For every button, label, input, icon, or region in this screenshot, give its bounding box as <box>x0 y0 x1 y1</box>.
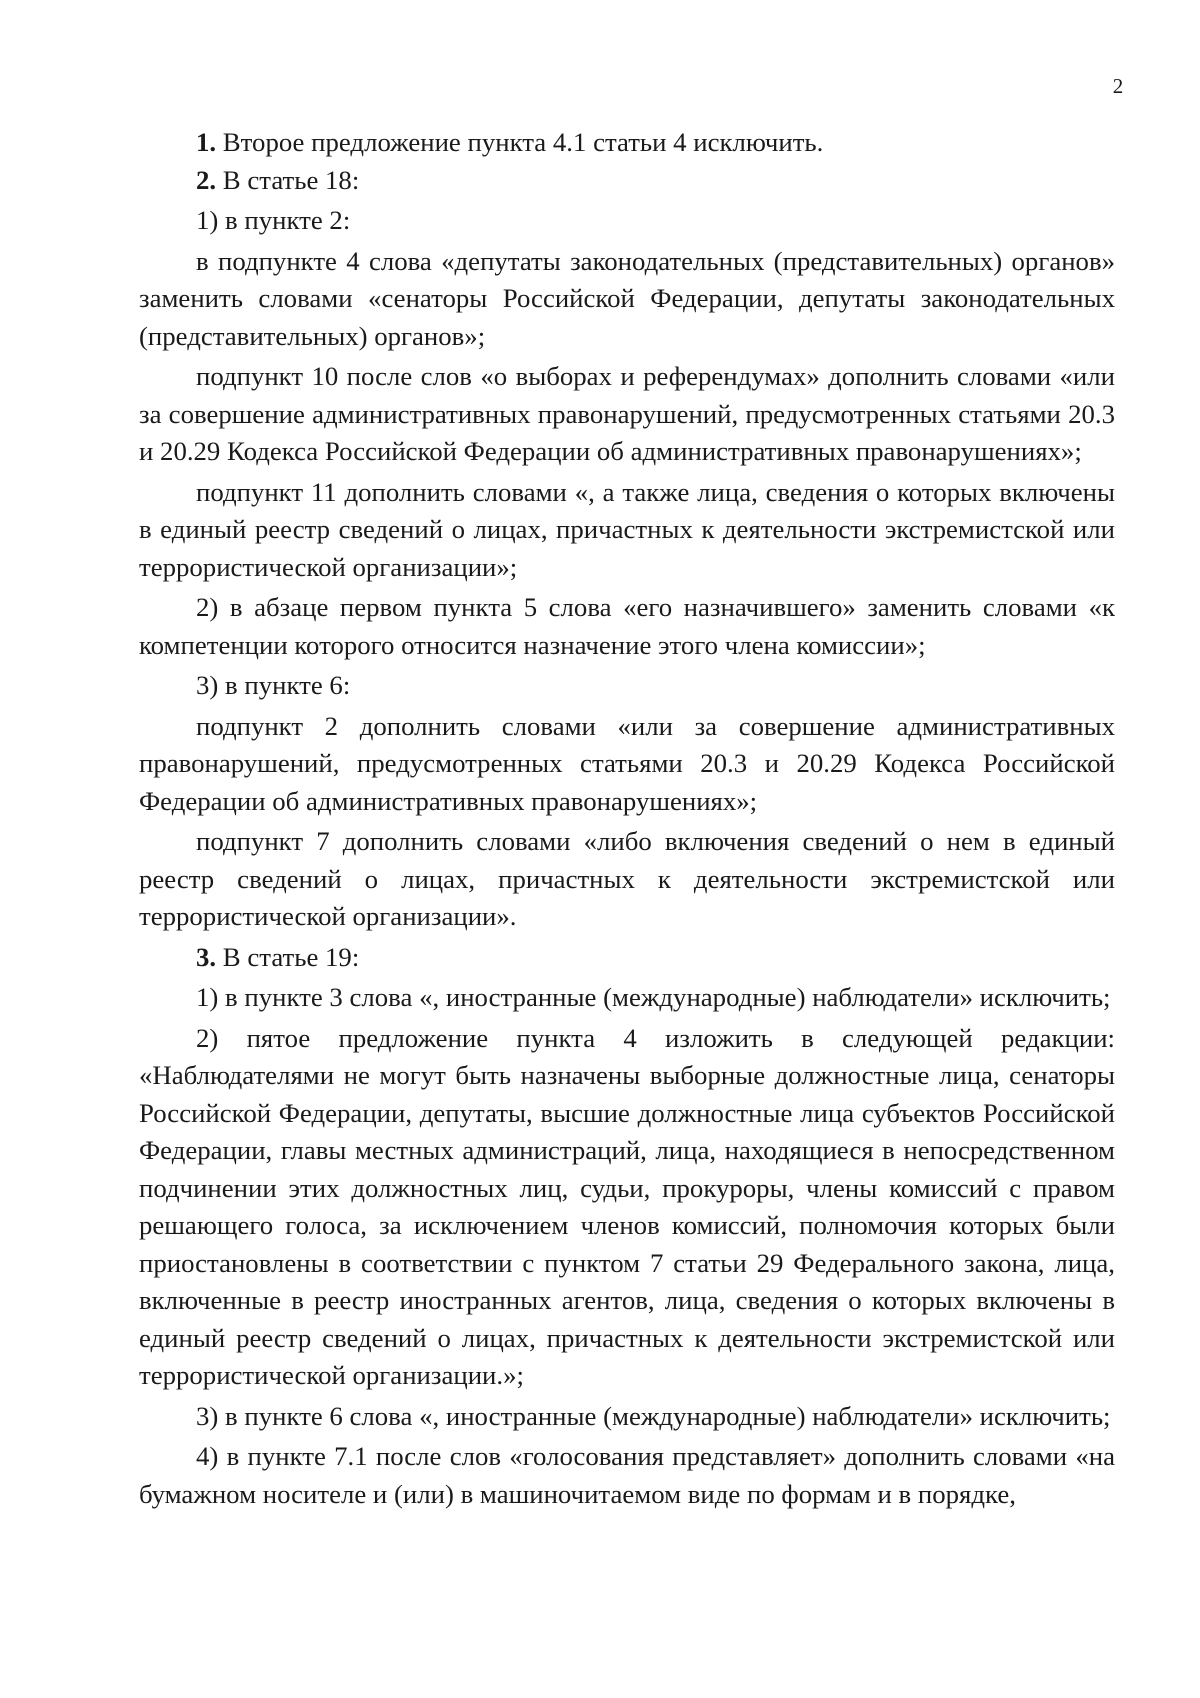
paragraph-15: 4) в пункте 7.1 после слов «голосования представляет» дополнить словами «на бумажном носителе и (или) в машиночитаемом виде по формам и в порядке, <box>139 1441 1115 1509</box>
page-number: 2 <box>1112 74 1124 98</box>
paragraph-text: В статье 19: <box>216 941 360 972</box>
paragraph-2 <box>139 162 1115 200</box>
paragraph-10: подпункт 7 дополнить словами «либо включения сведений о нем в единый реестр сведений о лицах, причастных к деятельности экстремистской или террористической организации». <box>139 826 1115 931</box>
paragraph-6: подпункт 11 дополнить словами «, а также лица, сведения о которых включены в единый реестр сведений о лицах, причастных к деятельности экстремистской или террористической организации»; <box>139 476 1115 582</box>
item-number: 2. <box>196 164 217 195</box>
paragraph-14: 3) в пункте 6 слова «, иностранные (международные) наблюдатели» исключить; <box>196 1400 1111 1431</box>
paragraph-text: Второе предложение пункта 4.1 статьи 4 исключить. <box>216 127 824 157</box>
paragraph-5: подпункт 10 после слов «о выборах и референдумах» дополнить словами «или за совершение административных правонарушений, предусмотренных статьями 20.3 и 20.29 Кодекса Российской Федерации об административных правонарушениях»; <box>139 361 1115 466</box>
paragraph-13: 2) пятое предложение пункта 4 изложить в следующей редакции: «Наблюдателями не могут быть назначены выборные должностные лица, сенаторы Российской Федерации, депутаты, высшие должностные лица субъектов Российской Федерации, главы местных администраций, лица, находящиеся в непосредственном подчинении этих должностных лиц, судьи, прокуроры, члены комиссий с правом решающего голоса, за исключением членов комиссий, полномочия которых были приостановлены в соответствии с пунктом 7 статьи 29 Федерального закона, лица, включенные в реестр иностранных агентов, лица, сведения о которых включены в единый реестр сведений о лицах, причастных к деятельности экстремистской или террористической организации.»; <box>139 1022 1115 1390</box>
paragraph-8: 3) в пункте 6: <box>196 670 351 700</box>
paragraph-11 <box>139 939 1115 977</box>
item-number: 3. <box>196 941 217 972</box>
paragraph-9: подпункт 2 дополнить словами «или за совершение административных правонарушений, предусмотренных статьями 20.3 и 20.29 Кодекса Российской Федерации об административных правонарушениях»; <box>139 710 1115 816</box>
document-body <box>139 124 1115 1513</box>
paragraph-7: 2) в абзаце первом пункта 5 слова «его назначившего» заменить словами «к компетенции которого относится назначение этого члена комиссии»; <box>139 592 1115 660</box>
item-number: 1. <box>196 127 217 157</box>
paragraph-12: 1) в пункте 3 слова «, иностранные (международные) наблюдатели» исключить; <box>196 982 1111 1012</box>
paragraph-text: В статье 18: <box>216 164 360 195</box>
paragraph-1 <box>139 124 1115 162</box>
paragraph-4: в подпункте 4 слова «депутаты законодательных (представительных) органов» заменить словами «сенаторы Российской Федерации, депутаты законодательных (представительных) органов»; <box>139 245 1115 351</box>
paragraph-3: 1) в пункте 2: <box>196 205 351 235</box>
